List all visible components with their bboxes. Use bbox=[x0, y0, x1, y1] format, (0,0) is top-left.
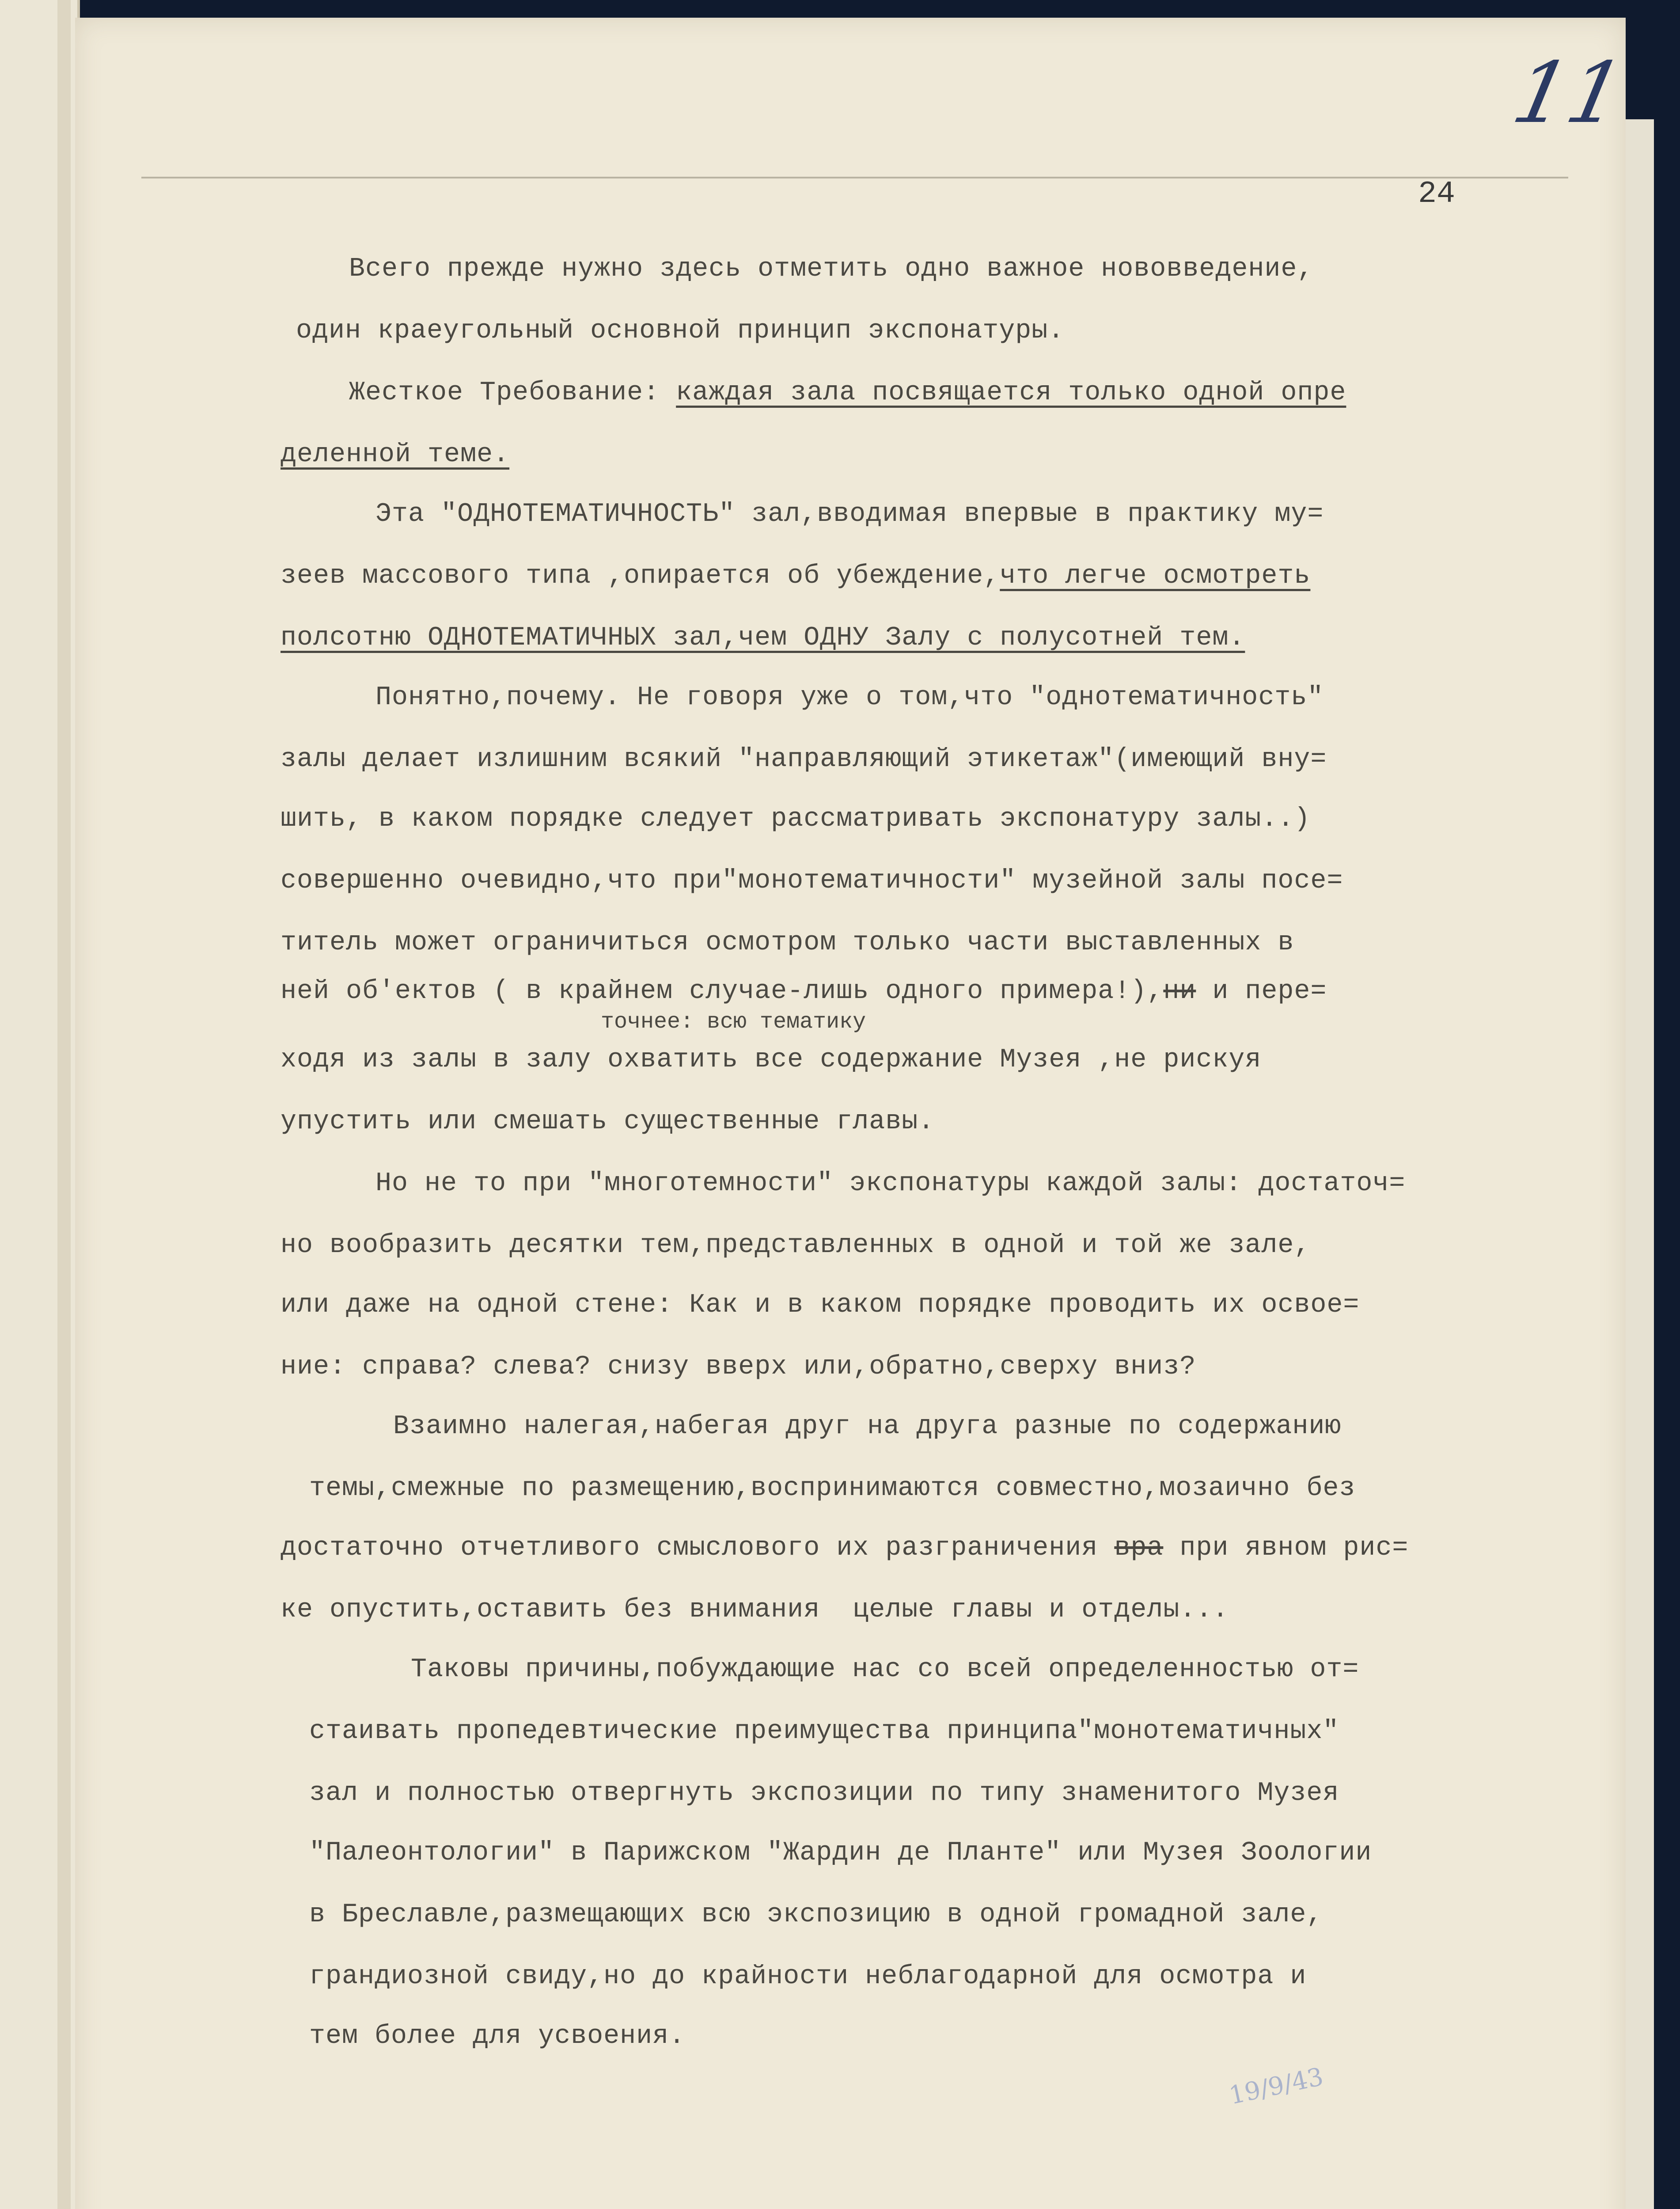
handwritten-folio: 11 bbox=[1505, 44, 1633, 142]
text-line-11: совершенно очевидно,что при"монотематичности" музейной залы посе= bbox=[281, 866, 1343, 896]
text-line-8: Понятно,почему. Не говоря уже о том,что "однотематичность" bbox=[375, 683, 1324, 713]
text-line-30: тем более для усвоения. bbox=[309, 2021, 686, 2051]
text-line-19: ние: справа? слева? снизу вверх или,обратно,сверху вниз? bbox=[281, 1352, 1196, 1382]
text-line-15: упустить или смешать существенные главы. bbox=[281, 1107, 935, 1137]
text-line-21: темы,смежные по размещению,воспринимаются совместно,мозаично без bbox=[309, 1473, 1356, 1503]
emphasis-underlined: что легче осмотреть bbox=[1000, 561, 1311, 591]
text-line-25: стаивать пропедевтические преимущества принципа"монотематичных" bbox=[309, 1716, 1339, 1746]
text-line-20: Взаимно налегая,набегая друг на друга разные по содержанию bbox=[393, 1412, 1342, 1442]
text-line-14: ходя из залы в залу охватить все содержание Музея ,не рискуя bbox=[281, 1045, 1262, 1075]
text-line-4: деленной теме. bbox=[281, 440, 510, 470]
text-line-24: Таковы причины,побуждающие нас со всей определенностью от= bbox=[411, 1655, 1359, 1685]
header-rule bbox=[141, 177, 1568, 178]
text-line-9: залы делает излишним всякий "направляющий этикетаж"(имеющий вну= bbox=[281, 744, 1327, 774]
text-line-16: Но не то при "многотемности" экспонатуры каждой залы: достаточ= bbox=[375, 1169, 1406, 1199]
text-line-12: титель может ограничиться осмотром только части выставленных в bbox=[281, 928, 1294, 958]
text-line-5: Эта "ОДНОТЕМАТИЧНОСТЬ" зал,вводимая впервые в практику му= bbox=[375, 499, 1324, 529]
text-line-7: полсотню ОДНОТЕМАТИЧНЫХ зал,чем ОДНУ Залу с полусотней тем. bbox=[281, 623, 1245, 653]
text-line-1: Всего прежде нужно здесь отметить одно важное нововведение, bbox=[349, 254, 1314, 284]
text-line-3 bbox=[349, 378, 1346, 408]
archive-stamp: 19/9/43 bbox=[1226, 2062, 1326, 2110]
text-line-17: но вообразить десятки тем,представленных в одной и той же зале, bbox=[281, 1230, 1311, 1260]
left-binding-leaf bbox=[0, 0, 80, 2209]
text-line-22: достаточно отчетливого смыслового их разграничения вра при явном рис= bbox=[281, 1533, 1409, 1563]
text-line-6: зеев массового типа ,опирается об убеждение,что легче осмотреть bbox=[281, 561, 1311, 591]
text-line-29: грандиозной свиду,но до крайности неблагодарной для осмотра и bbox=[309, 1962, 1307, 1992]
text-line-10: шить, в каком порядке следует рассматривать экспонатуру залы..) bbox=[281, 804, 1311, 834]
requirement-underlined: каждая зала посвящается только одной опре bbox=[676, 378, 1346, 408]
text-line-28: в Бреславле,размещающих всю экспозицию в одной громадной зале, bbox=[309, 1900, 1323, 1930]
text-line-26: зал и полностью отвергнуть экспозиции по типу знаменитого Музея bbox=[309, 1778, 1339, 1808]
text-line-27: "Палеонтологии" в Парижском "Жардин де Планте" или Музея Зоологии bbox=[309, 1838, 1372, 1868]
text-line-18: или даже на одной стене: Как и в каком порядке проводить их освое= bbox=[281, 1290, 1360, 1320]
text-line-13: ней об'ектов ( в крайнем случае-лишь одного примера!),ни и пере= bbox=[281, 976, 1327, 1006]
requirement-label: Жесткое Требование: bbox=[349, 378, 660, 408]
text-line-23: ке опустить,оставить без внимания целые главы и отделы... bbox=[281, 1595, 1229, 1625]
page-number: 24 bbox=[1418, 177, 1456, 212]
text-line-2: один краеугольный основной принцип экспонатуры. bbox=[296, 316, 1065, 346]
typed-insertion: точнее: всю тематику bbox=[601, 1010, 866, 1035]
